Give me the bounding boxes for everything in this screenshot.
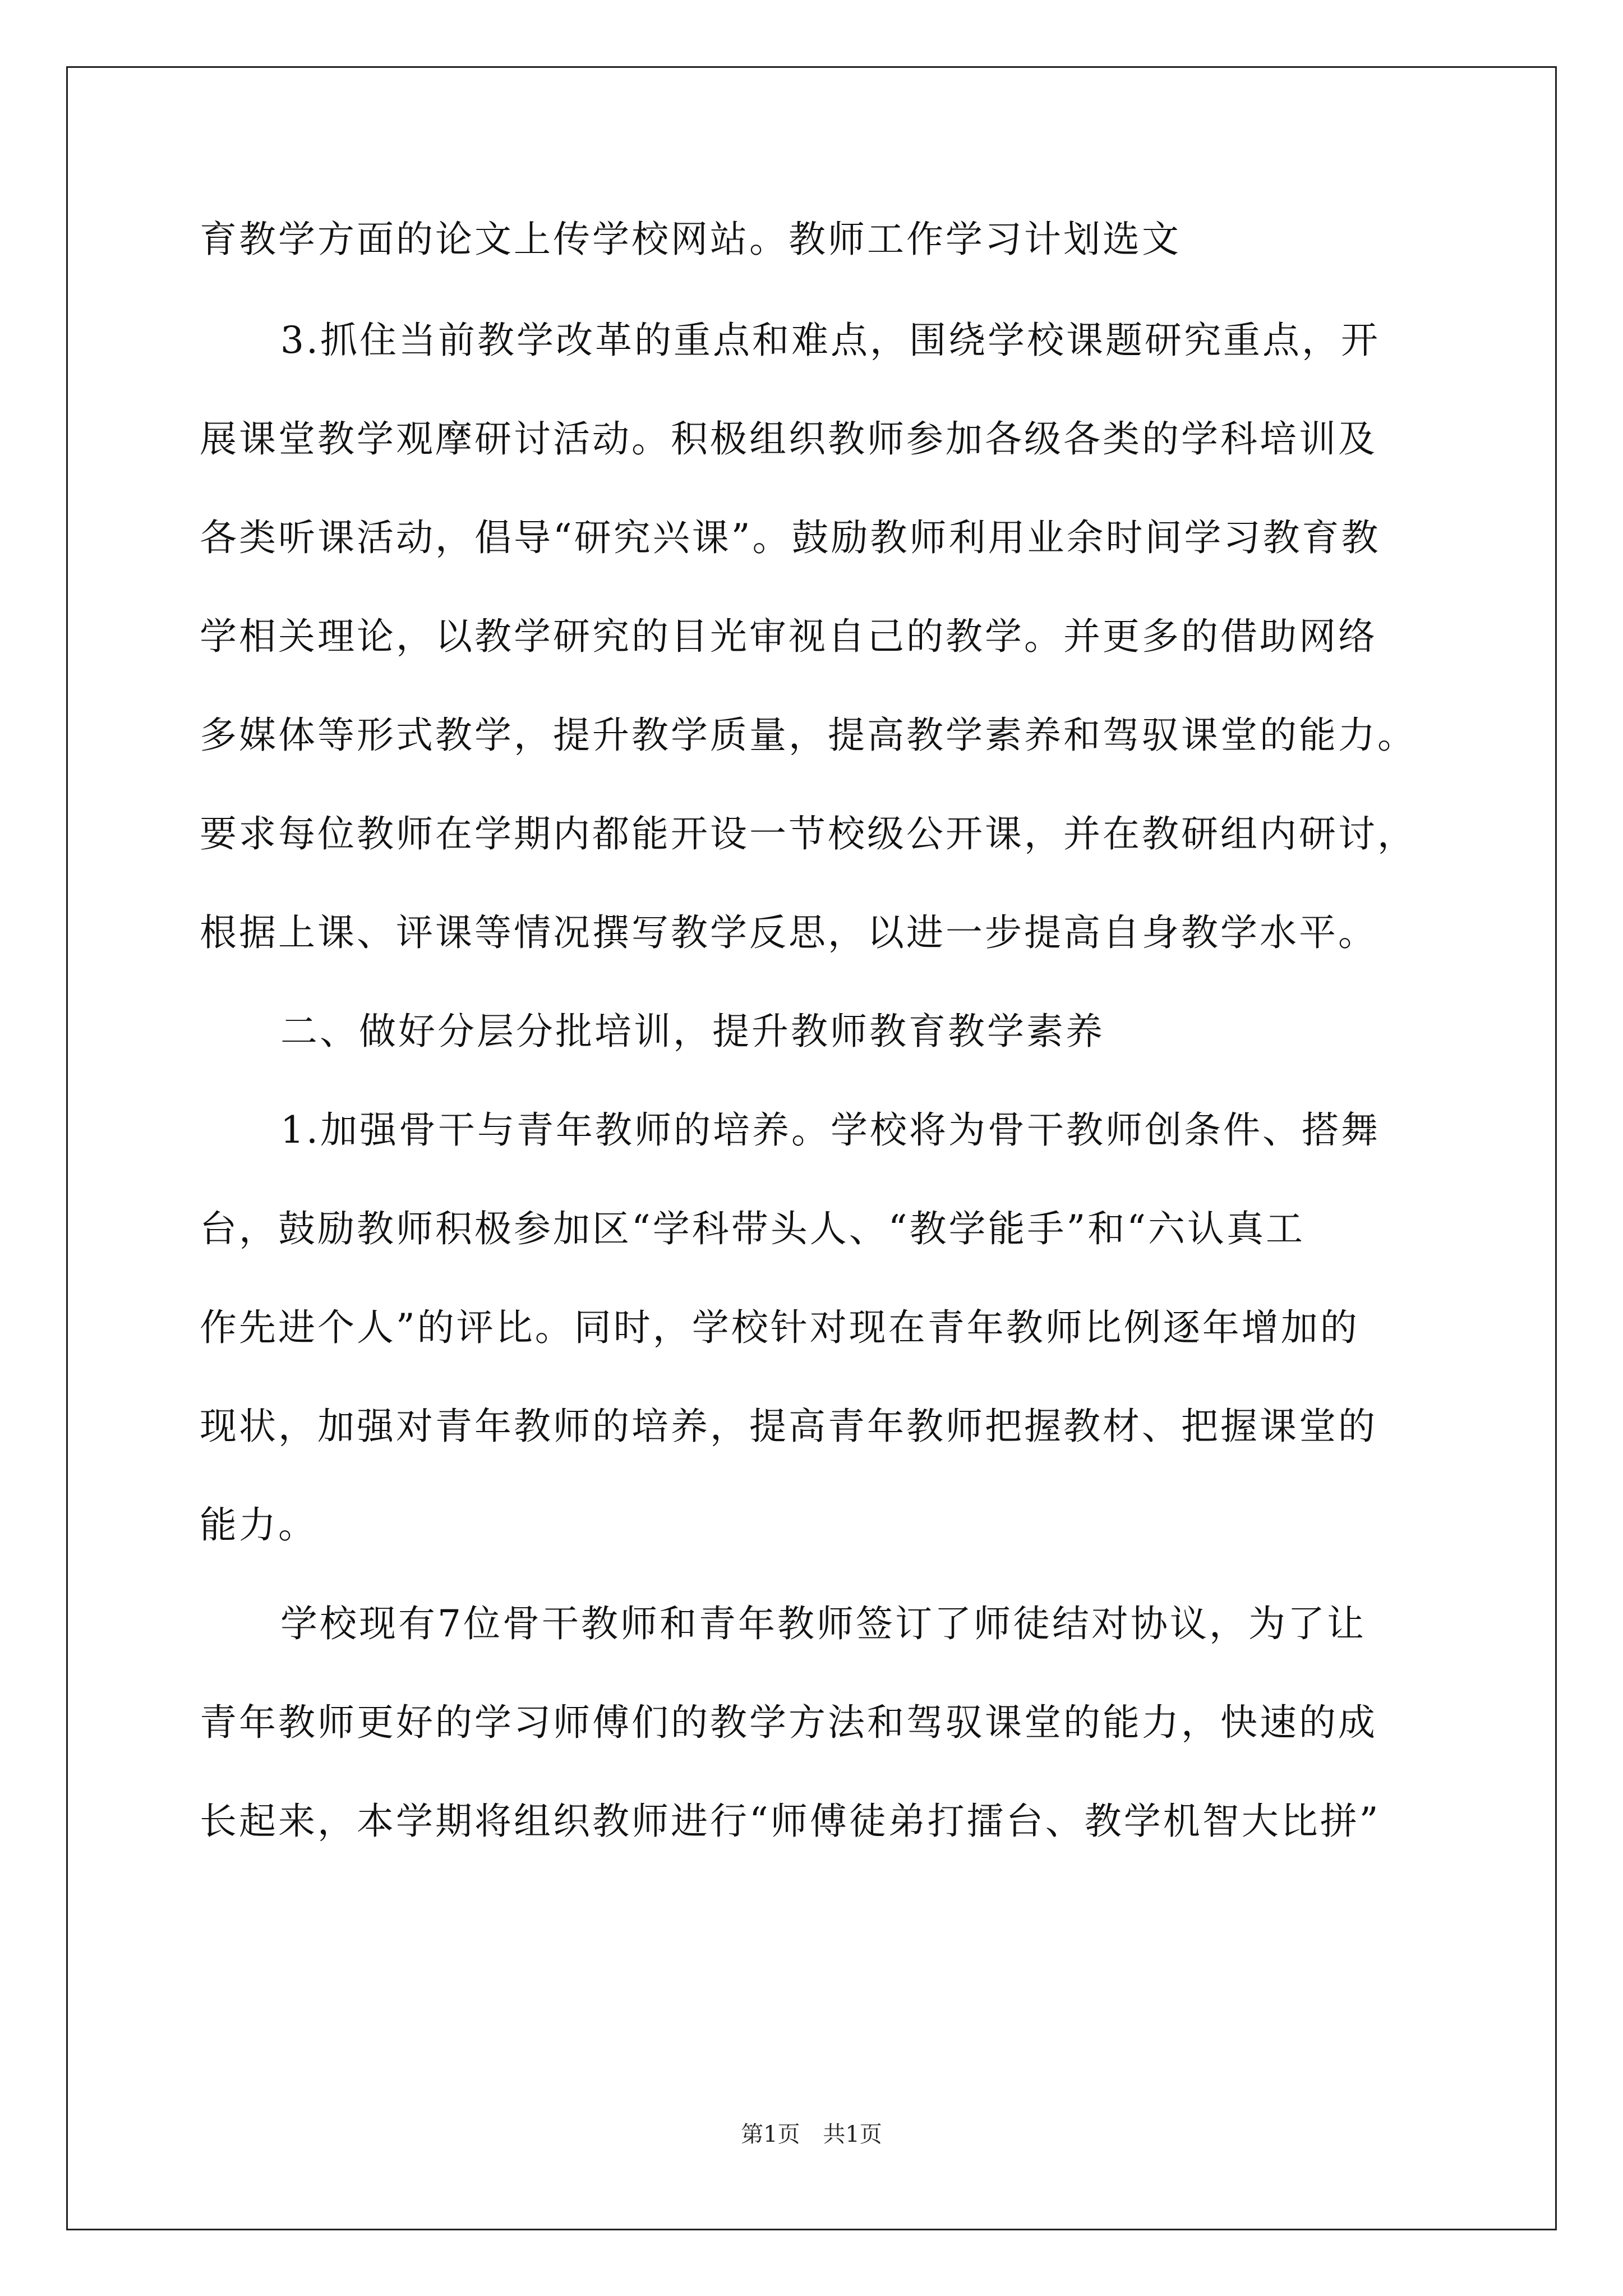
- text-line: 学相关理论，以教学研究的目光审视自己的教学。并更多的借助网络: [200, 615, 1377, 658]
- text-line: 3.抓住当前教学改革的重点和难点，围绕学校课题研究重点，开: [280, 319, 1380, 362]
- text-line: 台，鼓励教师积极参加区“学科带头人、“教学能手”和“六认真工: [200, 1207, 1305, 1250]
- text-line: 长起来，本学期将组织教师进行“师傅徒弟打擂台、教学机智大比拼”: [200, 1800, 1381, 1843]
- text-line: 学校现有7位骨干教师和青年教师签订了师徒结对协议，为了让: [280, 1602, 1366, 1645]
- section-heading: 二、做好分层分批培训，提升教师教育教学素养: [280, 1010, 1105, 1053]
- text-line: 育教学方面的论文上传学校网站。教师工作学习计划选文: [200, 218, 1181, 261]
- text-line: 作先进个人”的评比。同时，学校针对现在青年教师比例逐年增加的: [200, 1306, 1359, 1349]
- text-line: 根据上课、评课等情况撰写教学反思，以进一步提高自身教学水平。: [200, 911, 1377, 954]
- text-line: 能力。: [200, 1503, 317, 1547]
- page-number: 第1页: [741, 2122, 800, 2147]
- page-total: 共1页: [823, 2122, 882, 2147]
- text-line: 现状，加强对青年教师的培养，提高青年教师把握教材、把握课堂的: [200, 1405, 1377, 1448]
- text-line: 多媒体等形式教学，提升教学质量，提高教学素养和驾驭课堂的能力。: [200, 714, 1417, 757]
- text-line: 要求每位教师在学期内都能开设一节校级公开课，并在教研组内研讨，: [200, 812, 1417, 855]
- text-line: 青年教师更好的学习师傅们的教学方法和驾驭课堂的能力，快速的成: [200, 1701, 1377, 1744]
- page-footer: [0, 2120, 1623, 2148]
- text-line: 展课堂教学观摩研讨活动。积极组织教师参加各级各类的学科培训及: [200, 417, 1377, 461]
- text-line: 各类听课活动，倡导“研究兴课”。鼓励教师利用业余时间学习教育教: [200, 516, 1381, 559]
- text-line: 1.加强骨干与青年教师的培养。学校将为骨干教师创条件、搭舞: [280, 1108, 1380, 1152]
